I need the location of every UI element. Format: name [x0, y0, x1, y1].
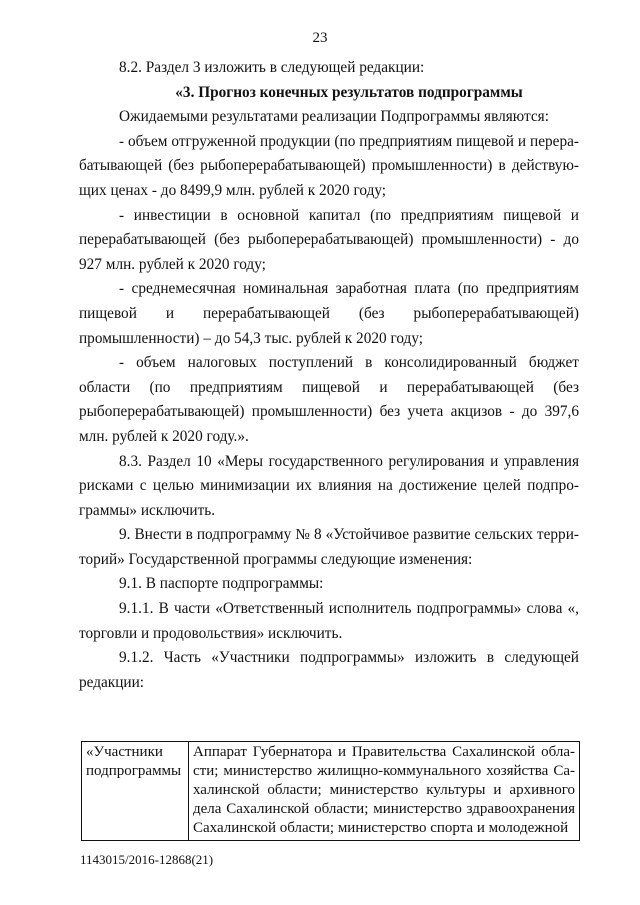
table-label-cell: «Участники подпрограммы — [82, 742, 189, 841]
document-body — [79, 56, 579, 695]
paragraph-9: 9. Внести в подпрограмму № 8 «Устойчивое развитие сельских территорий» Государственной программы следующие изменения: — [79, 526, 579, 568]
paragraph-expected-results: Ожидаемыми результатами реализации Подпрограммы являются: — [119, 108, 549, 126]
paragraph-investments: - инвестиции в основной капитал (по предприятиям пищевой и перерабатывающей (без рыбоперерабатывающей) промышленности) - до 927 млн. рублей к 2020 году; — [79, 206, 579, 273]
table-value-cell: Аппарат Губернатора и Правительства Сахалинской области; министерство жилищно-коммунального хозяйства Сахалинской области; министерство культуры и архивного дела Сахалинской области; министерство здравоохранения Сахалинской области; министерство спорта и молодежной — [189, 742, 580, 841]
paragraph-9-1: 9.1. В паспорте подпрограммы: — [119, 575, 324, 593]
paragraph-8-2: 8.2. Раздел 3 изложить в следующей редакции: — [119, 59, 425, 76]
paragraph-9-1-2: 9.1.2. Часть «Участники подпрограммы» изложить в следующей редакции: — [79, 649, 579, 691]
document-code: 1143015/2016-12868(21) — [80, 852, 214, 867]
page-number: 23 — [312, 30, 328, 46]
paragraph-9-1-1: 9.1.1. В части «Ответственный исполнитель подпрограммы» слова «, торговли и продовольствия» исключить. — [79, 600, 579, 642]
paragraph-shipped-products: - объем отгруженной продукции (по предприятиям пищевой и перерабатывающей (без рыбоперерабатывающей) промышленности) в действующих ценах - до 8499,9 млн. рублей к 2020 году; — [79, 132, 579, 199]
table-row — [82, 742, 580, 841]
paragraph-8-3: 8.3. Раздел 10 «Меры государственного регулирования и управления рисками с целью минимизации их влияния на достижение целей подпрограммы» исключить. — [79, 452, 579, 519]
paragraph-average-salary: - среднемесячная номинальная заработная плата (по предприятиям пищевой и перерабатывающей (без рыбоперерабатывающей) промышленности) – до 54,3 тыс. рублей к 2020 году; — [79, 280, 579, 347]
paragraph-tax-revenue: - объем налоговых поступлений в консолидированный бюджет области (по предприятиям пищевой и перерабатывающей (без рыбоперерабатывающей) промышленности) без учета акцизов - до 397,6 млн. рублей к 2020 году.». — [79, 354, 579, 445]
section-heading: «3. Прогноз конечных результатов подпрограммы — [175, 83, 523, 101]
participants-table — [81, 741, 580, 841]
